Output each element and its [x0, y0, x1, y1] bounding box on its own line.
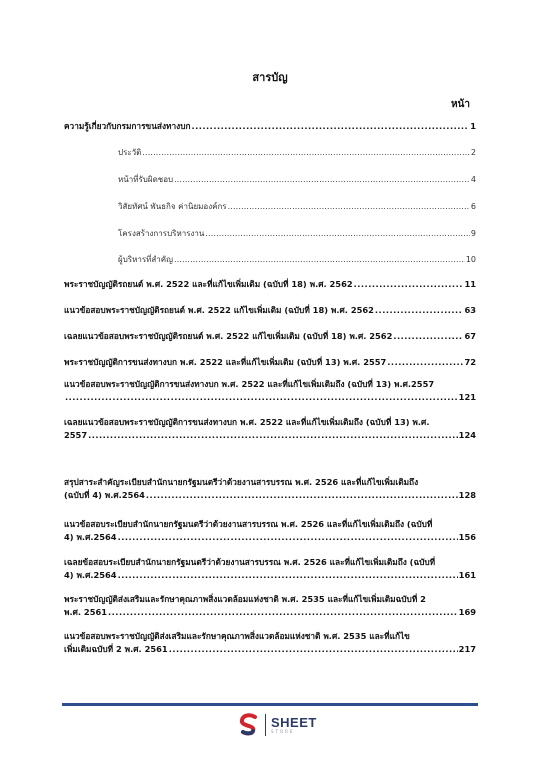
toc-leader-dots	[174, 253, 465, 266]
toc-entry[interactable]	[118, 253, 476, 266]
toc-entry[interactable]	[64, 476, 476, 502]
toc-leader-dots	[354, 278, 464, 291]
toc-leader-dots	[88, 429, 458, 442]
toc-entry[interactable]	[64, 518, 476, 544]
toc-entry[interactable]	[64, 378, 476, 404]
page-title: สารบัญ	[252, 71, 288, 84]
toc-entry-title-line: แนวข้อสอบพระราชบัญญัติการขนส่งทางบก พ.ศ. 2522 และที่แก้ไขเพิ่มเติมถึง (ฉบับที่ 13) พ.ศ.2557	[64, 379, 435, 389]
toc-leader-dots	[228, 200, 470, 213]
logo-s-icon	[238, 713, 260, 737]
toc-entry-page: 1	[470, 121, 476, 131]
toc-entry-page: 121	[458, 392, 476, 402]
toc-entry-title: เฉลยแนวข้อสอบพระราชบัญญัติรถยนต์ พ.ศ. 2522 แก้ไขเพิ่มเติม (ฉบับที่ 18) พ.ศ. 2562	[64, 331, 393, 341]
toc-entry[interactable]	[118, 227, 476, 240]
toc-entry-title: พระราชบัญญัติการขนส่งทางบก พ.ศ. 2522 และที่แก้ไขเพิ่มเติม (ฉบับที่ 13) พ.ศ. 2557	[64, 357, 387, 367]
toc-entry-page: 6	[470, 202, 476, 211]
toc-entry-title-line: แนวข้อสอบพระราชบัญญัติส่งเสริมและรักษาคุณภาพสิ่งแวดล้อมแห่งชาติ พ.ศ. 2535 และที่แก้ไข	[64, 631, 410, 641]
toc-entry[interactable]	[64, 556, 476, 582]
toc-entry-page: 63	[464, 305, 476, 315]
toc-leader-dots	[375, 304, 464, 317]
toc-entry-title: (ฉบับที่ 4) พ.ศ.2564	[64, 490, 145, 500]
toc-leader-dots	[387, 356, 463, 369]
toc-entry[interactable]	[118, 200, 476, 213]
toc-entry-title: พ.ศ. 2561	[64, 607, 108, 617]
toc-entry[interactable]	[64, 356, 476, 369]
toc-leader-dots	[118, 569, 458, 582]
toc-entry-title: ผู้บริหารที่สำคัญ	[118, 255, 173, 264]
toc-entry[interactable]	[64, 304, 476, 317]
toc-entry-page: 10	[465, 255, 476, 264]
toc-entry-title: แนวข้อสอบพระราชบัญญัติรถยนต์ พ.ศ. 2522 แก้ไขเพิ่มเติม (ฉบับที่ 18) พ.ศ. 2562	[64, 305, 374, 315]
toc-leader-dots	[205, 227, 470, 240]
toc-entry-page: 4	[470, 175, 476, 184]
toc-entry-page: 169	[458, 607, 476, 617]
toc-leader-dots	[65, 391, 458, 404]
toc-leader-dots	[142, 146, 470, 159]
logo-brand-text: SHEET	[271, 715, 317, 730]
toc-leader-dots	[169, 643, 458, 656]
toc-entry-title: ความรู้เกี่ยวกับกรมการขนส่งทางบก	[64, 121, 191, 131]
toc-entry-page: 11	[464, 279, 476, 289]
toc-entry-title: โครงสร้างการบริหารงาน	[118, 229, 205, 238]
sheet-store-logo	[238, 712, 317, 738]
toc-entry-title: วิสัยทัศน์ พันธกิจ ค่านิยมองค์กร	[118, 202, 227, 211]
toc-entry[interactable]	[64, 593, 476, 619]
toc-entry-title-line: สรุปสาระสำคัญระเบียบสำนักนายกรัฐมนตรีว่าด้วยงานสารบรรณ พ.ศ. 2526 และที่แก้ไขเพิ่มเติมถึง	[64, 477, 419, 487]
toc-leader-dots	[108, 606, 458, 619]
toc-entry[interactable]	[64, 630, 476, 656]
toc-leader-dots	[191, 120, 469, 133]
toc-entry-page: 124	[458, 430, 476, 440]
toc-entry-page: 128	[458, 490, 476, 500]
toc-entry-title-line: เฉลยแนวข้อสอบพระราชบัญญัติการขนส่งทางบก พ.ศ. 2522 และที่แก้ไขเพิ่มเติมถึง (ฉบับที่ 13) พ.ศ.	[64, 417, 430, 427]
toc-entry[interactable]	[64, 330, 476, 343]
logo-divider	[265, 714, 266, 736]
toc-entry-title: หน้าที่รับผิดชอบ	[118, 175, 174, 184]
toc-entry-title-line: พระราชบัญญัติส่งเสริมและรักษาคุณภาพสิ่งแวดล้อมแห่งชาติ พ.ศ. 2535 และที่แก้ไขเพิ่มเติมฉบับที่ 2	[64, 594, 426, 604]
toc-entry[interactable]	[64, 416, 476, 442]
toc-entry-page: 161	[458, 570, 476, 580]
toc-entry[interactable]	[118, 146, 476, 159]
toc-entry-page: 72	[464, 357, 476, 367]
toc-entry-title: 4) พ.ศ.2564	[64, 532, 117, 542]
toc-entry-page: 217	[458, 644, 476, 654]
toc-leader-dots	[174, 173, 470, 186]
toc-entry-title-line: แนวข้อสอบระเบียบสำนักนายกรัฐมนตรีว่าด้วยงานสารบรรณ พ.ศ. 2526 และที่แก้ไขเพิ่มเติมถึง (ฉบับที่	[64, 519, 433, 529]
footer-divider	[62, 703, 478, 706]
toc-entry[interactable]	[64, 120, 476, 133]
toc-entry-title-line: เฉลยข้อสอบระเบียบสำนักนายกรัฐมนตรีว่าด้วยงานสารบรรณ พ.ศ. 2526 และที่แก้ไขเพิ่มเติมถึง (ฉบับที่	[64, 557, 436, 567]
toc-leader-dots	[146, 489, 458, 502]
toc-leader-dots	[393, 330, 463, 343]
toc-leader-dots	[118, 531, 458, 544]
page-column-header: หน้า	[450, 99, 470, 110]
toc-entry[interactable]	[64, 278, 476, 291]
toc-entry-title: ประวัติ	[118, 148, 142, 157]
toc-entry-page: 9	[470, 229, 476, 238]
toc-entry-page: 156	[458, 532, 476, 542]
toc-entry-page: 2	[470, 148, 476, 157]
toc-entry[interactable]	[118, 173, 476, 186]
toc-entry-title: 2557	[64, 430, 88, 440]
logo-sub-text: STORE	[271, 729, 295, 734]
toc-entry-title: เพิ่มเติมฉบับที่ 2 พ.ศ. 2561	[64, 644, 168, 654]
toc-entry-page: 67	[464, 331, 476, 341]
toc-entry-title: พระราชบัญญัติรถยนต์ พ.ศ. 2522 และที่แก้ไขเพิ่มเติม (ฉบับที่ 18) พ.ศ. 2562	[64, 279, 353, 289]
toc-entry-title: 4) พ.ศ.2564	[64, 570, 117, 580]
